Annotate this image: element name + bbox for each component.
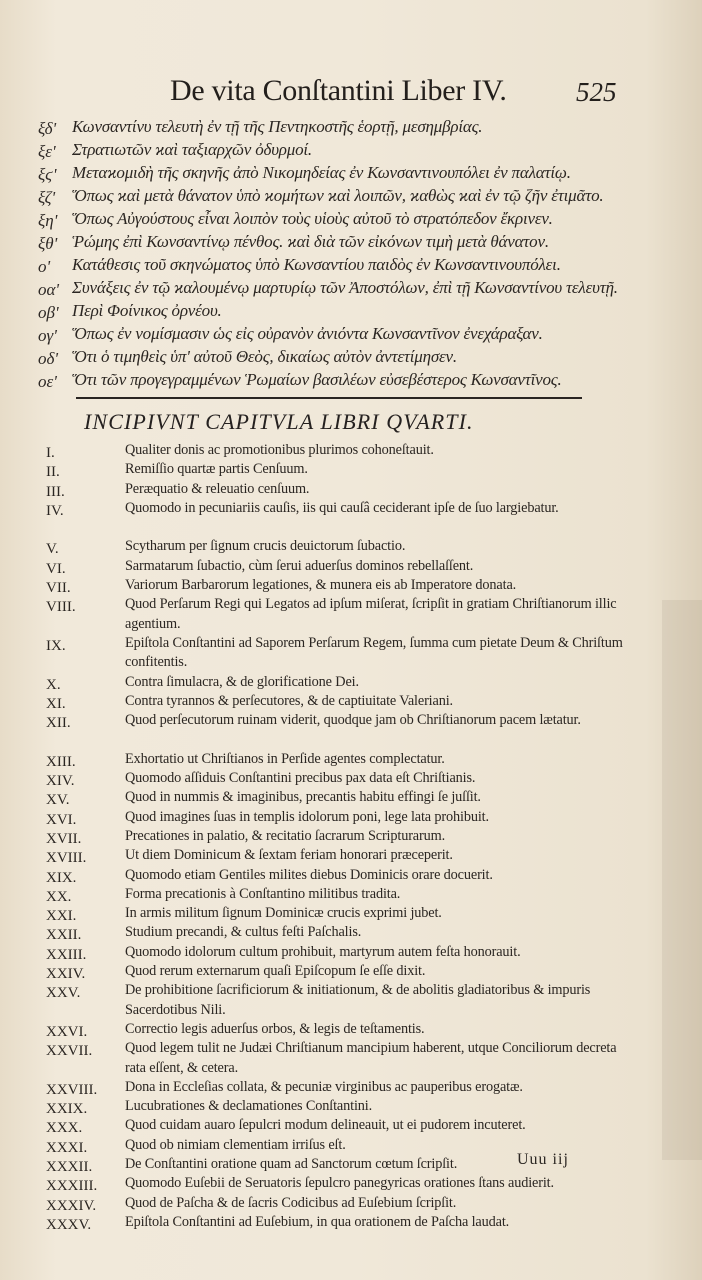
chapter-title: Quomodo aſſiduis Conſtantini precibus pax data eſt Chriſtianis. — [125, 770, 476, 787]
chapter-title: Qualiter donis ac promotionibus plurimos cohoneſtauit. — [125, 442, 434, 458]
chapter-number: XXXV. — [46, 1216, 92, 1233]
chapter-number: XVIII. — [46, 850, 87, 867]
chapter-number: VIII. — [46, 599, 76, 616]
chapter-number: XV. — [46, 792, 70, 809]
chapter-title: Quod rerum externarum quaſi Epiſcopum ſe eſſe dixit. — [125, 963, 426, 980]
chapter-number: XXVI. — [46, 1023, 88, 1040]
chapter-row — [0, 1116, 702, 1135]
greek-chapter-title: Συνάξεις ἐν τῷ ϰαλουμένῳ μαρτυρίῳ τῶν Ἀποστόλων, ἐπὶ τῇ Κωνσαντίνου τελευτῇ. — [72, 278, 618, 297]
chapter-row — [0, 441, 702, 460]
chapter-row — [0, 595, 702, 634]
chapter-row — [0, 808, 702, 827]
greek-chapter-number: ξδ' — [38, 119, 57, 138]
chapter-row — [0, 904, 702, 923]
greek-chapter-title: Στρατιωτῶν ϰαὶ ταξιαρχῶν ὀδυρμοί. — [72, 140, 312, 159]
chapter-row — [0, 460, 702, 479]
chapter-title: Lucubrationes & declamationes Conſtantini. — [125, 1098, 373, 1115]
chapter-row — [0, 499, 702, 538]
chapter-title: Scytharum per ſignum crucis deuictorum ſubactio. — [125, 538, 406, 555]
greek-chapter-title: Κωνσαντίνυ τελευτὴ ἐν τῇ τῆς Πεντηκοστῆς ἑορτῇ, μεσημβρίας. — [72, 117, 483, 136]
chapter-title: Quod legem tulit ne Judæi Chriſtianum mancipium haberent, utque Conciliorum decreta rata eſſent, & cetera. — [125, 1040, 617, 1076]
chapter-row — [0, 1174, 702, 1193]
chapter-title: Sarmatarum ſubactio, cùm ſerui aduerſus dominos rebellaſſent. — [125, 557, 474, 574]
chapter-title: Quod cuidam auaro ſepulcri modum delineauit, ut ei pudorem incuteret. — [125, 1117, 526, 1134]
chapter-title: Studium precandi, & cultus feſti Paſchalis. — [125, 924, 362, 941]
chapter-title: Quod perſecutorum ruinam viderit, quodque jam ob Chriſtianorum pacem lætatur. — [125, 712, 581, 729]
chapter-title: De Conſtantini oratione quam ad Sanctorum cœtum ſcripſit. — [125, 1155, 458, 1172]
chapter-title: Dona in Eccleſias collata, & pecuniæ virginibus ac pauperibus erogatæ. — [125, 1078, 523, 1095]
chapter-title: Quomodo Euſebii de Seruatoris ſepulcro panegyricas orationes ſtans audierit. — [125, 1175, 554, 1192]
greek-chapter-number: ξθ' — [38, 234, 58, 253]
chapter-title: Quomodo etiam Gentiles milites diebus Dominicis orare docuerit. — [125, 866, 493, 883]
chapter-number: XI. — [46, 695, 66, 712]
chapter-number: XXXIV. — [46, 1197, 97, 1214]
chapter-number: XXIII. — [46, 946, 87, 963]
chapter-number: II. — [46, 464, 60, 481]
chapter-number: XIII. — [46, 753, 76, 770]
greek-chapter-number: ξζ' — [38, 188, 56, 207]
chapter-row — [0, 885, 702, 904]
greek-chapter-number: οδ' — [38, 349, 59, 368]
chapter-row — [0, 634, 702, 673]
chapter-row — [0, 866, 702, 885]
greek-chapter-row — [0, 232, 702, 255]
chapter-row — [0, 1039, 702, 1078]
greek-chapter-row — [0, 117, 702, 140]
greek-chapter-title: Ὅπως ἐν νομίσμασιν ὡς εἰς οὐρανὸν ἀνιόντα Κωνσαντῖνον ἐνεχάραξαν. — [72, 324, 543, 343]
latin-chapter-heading: INCIPIVNT CAPITVLA LIBRI QVARTI. — [84, 409, 474, 434]
chapter-row — [0, 1020, 702, 1039]
latin-chapter-list — [0, 441, 702, 1232]
chapter-row — [0, 711, 702, 750]
chapter-title: Precationes in palatio, & recitatio ſacrarum Scripturarum. — [125, 827, 446, 844]
chapter-row — [0, 827, 702, 846]
chapter-number: XIX. — [46, 869, 77, 886]
chapter-number: VI. — [46, 560, 66, 577]
chapter-title: In armis militum ſignum Dominicæ crucis exprimi jubet. — [125, 905, 442, 922]
greek-chapter-number: ξϛ' — [38, 165, 57, 184]
chapter-number: VII. — [46, 580, 71, 597]
greek-chapter-number: οβ' — [38, 303, 59, 322]
chapter-number: XXIV. — [46, 966, 86, 983]
chapter-row — [0, 673, 702, 692]
greek-chapter-title: Ὅτι ὁ τιμηθεὶς ὑπ' αὐτοῦ Θεὸς, δικαίως αὐτὸν ἀντετίμησεν. — [72, 347, 457, 366]
greek-chapter-row — [0, 255, 702, 278]
chapter-title: Correctio legis aduerſus orbos, & legis de teſtamentis. — [125, 1020, 425, 1037]
chapter-number: X. — [46, 676, 61, 693]
chapter-number: IV. — [46, 502, 64, 519]
chapter-title: Peræquatio & releuatio cenſuum. — [125, 480, 310, 497]
chapter-number: XXVII. — [46, 1043, 93, 1060]
chapter-title: Epiſtola Conſtantini ad Euſebium, in qua orationem de Paſcha laudat. — [125, 1213, 510, 1230]
chapter-title: Ut diem Dominicum & ſextam feriam honorari præceperit. — [125, 847, 453, 864]
greek-chapter-row — [0, 186, 702, 209]
chapter-number: III. — [46, 483, 65, 500]
greek-chapter-number: ξη' — [38, 211, 58, 230]
chapter-title: Quod de Paſcha & de ſacris Codicibus ad Euſebium ſcripſit. — [125, 1194, 457, 1211]
greek-chapter-title: Μεταϰομιδὴ τῆς σκηνῆς ἀπὸ Νικομηδείας ἐν Κωνσαντινουπόλει ἐν παλατίῳ. — [72, 163, 571, 182]
greek-chapter-row — [0, 324, 702, 347]
chapter-number: XVI. — [46, 811, 77, 828]
greek-chapter-number: οα' — [38, 280, 60, 299]
greek-chapter-row — [0, 163, 702, 186]
chapter-title: Quod Perſarum Regi qui Legatos ad ipſum miſerat, ſcripſit in gratiam Chriſtianorum illic agentium. — [125, 596, 617, 632]
chapter-title: Variorum Barbarorum legationes, & munera eis ab Imperatore donata. — [125, 577, 517, 594]
chapter-row — [0, 962, 702, 981]
chapter-row — [0, 1097, 702, 1116]
chapter-number: IX. — [46, 637, 66, 654]
chapter-title: Contra tyrannos & perſecutores, & de captiuitate Valeriani. — [125, 692, 453, 709]
chapter-row — [0, 769, 702, 788]
greek-chapter-title: Ὅπως ϰαὶ μετὰ θάνατον ὑπὸ ϰομήτων ϰαὶ λοιπῶν, ϰαθὼς ϰαὶ ἐν τῷ ζῆν ἐτιμᾶτο. — [72, 186, 604, 205]
greek-chapter-title: Περὶ Φοίνικος ὀρνέου. — [72, 301, 222, 320]
chapter-number: XXV. — [46, 985, 81, 1002]
greek-chapter-title: Κατάθεσις τοῦ σκηνώματος ὑπὸ Κωνσαντίου παιδὸς ἐν Κωνσαντινουπόλει. — [72, 255, 561, 274]
greek-chapter-row — [0, 301, 702, 324]
chapter-row — [0, 788, 702, 807]
greek-chapter-title: Ὅτι τῶν προγεγραμμένων Ῥωμαίων βασιλέων εὐσεβέστερος Κωνσαντῖνος. — [72, 370, 562, 389]
chapter-row — [0, 1136, 702, 1155]
chapter-title: Quod in nummis & imaginibus, precantis habitu effingi ſe juſſit. — [125, 789, 481, 806]
chapter-row — [0, 846, 702, 865]
chapter-row — [0, 537, 702, 556]
chapter-number: XVII. — [46, 830, 82, 847]
chapter-number: XXX. — [46, 1120, 83, 1137]
chapter-number: XII. — [46, 715, 71, 732]
greek-chapter-number: οε' — [38, 372, 57, 391]
chapter-row — [0, 557, 702, 576]
page-number: 525 — [576, 77, 617, 107]
greek-chapter-row — [0, 278, 702, 301]
chapter-number: XIV. — [46, 773, 75, 790]
chapter-title: Quod ob nimiam clementiam irriſus eſt. — [125, 1136, 346, 1153]
chapter-row — [0, 943, 702, 962]
chapter-number: XXI. — [46, 908, 77, 925]
greek-chapter-number: ογ' — [38, 326, 57, 345]
chapter-number: XXII. — [46, 927, 82, 944]
chapter-row — [0, 981, 702, 1020]
chapter-row — [0, 692, 702, 711]
greek-chapter-row — [0, 370, 702, 393]
greek-chapter-title: Ῥώμης ἐπὶ Κωνσαντίνῳ πένθος. ϰαὶ διὰ τῶν εἰκόνων τιμὴ μετὰ θάνατον. — [72, 232, 549, 251]
greek-chapter-number: ξε' — [38, 142, 56, 161]
chapter-title: Exhortatio ut Chriſtianos in Perſide agentes complectatur. — [125, 750, 445, 767]
chapter-row — [0, 1155, 702, 1174]
chapter-title: Quod imagines ſuas in templis idolorum poni, lege lata prohibuit. — [125, 808, 489, 825]
chapter-number: XX. — [46, 888, 72, 905]
chapter-row — [0, 480, 702, 499]
chapter-row — [0, 1078, 702, 1097]
chapter-row — [0, 750, 702, 769]
chapter-number: XXXII. — [46, 1158, 93, 1175]
greek-chapter-title: Ὅπως Αὐγούστους εἶναι λοιπὸν τοὺς υἱοὺς αὐτοῦ τὸ στρατόπεδον ἔκρινεν. — [72, 209, 553, 228]
chapter-number: XXXIII. — [46, 1178, 98, 1195]
chapter-row — [0, 576, 702, 595]
chapter-number: XXIX. — [46, 1101, 88, 1118]
chapter-row — [0, 1213, 702, 1232]
chapter-title: Remiſſio quartæ partis Cenſuum. — [125, 461, 308, 478]
greek-chapter-row — [0, 347, 702, 370]
chapter-number: XXVIII. — [46, 1081, 98, 1098]
signature-mark: Uuu iij — [517, 1151, 569, 1168]
greek-chapter-list — [0, 117, 702, 393]
chapter-number: V. — [46, 541, 59, 558]
greek-chapter-row — [0, 140, 702, 163]
chapter-title: Quomodo idolorum cultum prohibuit, martyrum autem feſta honorauit. — [125, 943, 521, 960]
chapter-number: I. — [46, 445, 55, 461]
page-header — [0, 74, 702, 114]
chapter-number: XXXI. — [46, 1139, 88, 1156]
chapter-row — [0, 923, 702, 942]
chapter-title: De prohibitione ſacrificiorum & initiationum, & de abolitis gladiatoribus & impuris Sacerdotibus Nili. — [125, 982, 591, 1018]
running-title: De vita Conſtantini Liber IV. — [170, 74, 507, 107]
chapter-title: Contra ſimulacra, & de glorificatione Dei. — [125, 673, 359, 690]
chapter-row — [0, 1194, 702, 1213]
chapter-title: Forma precationis à Conſtantino militibus tradita. — [125, 885, 401, 902]
chapter-title: Epiſtola Conſtantini ad Saporem Perſarum Regem, ſumma cum pietate Deum & Chriſtum confitentis. — [125, 634, 623, 671]
section-divider-rule — [76, 397, 582, 399]
greek-chapter-number: ο' — [38, 257, 51, 276]
greek-chapter-row — [0, 209, 702, 232]
chapter-title: Quomodo in pecuniariis cauſis, iis qui cauſâ ceciderant ipſe de ſuo largiebatur. — [125, 499, 559, 516]
